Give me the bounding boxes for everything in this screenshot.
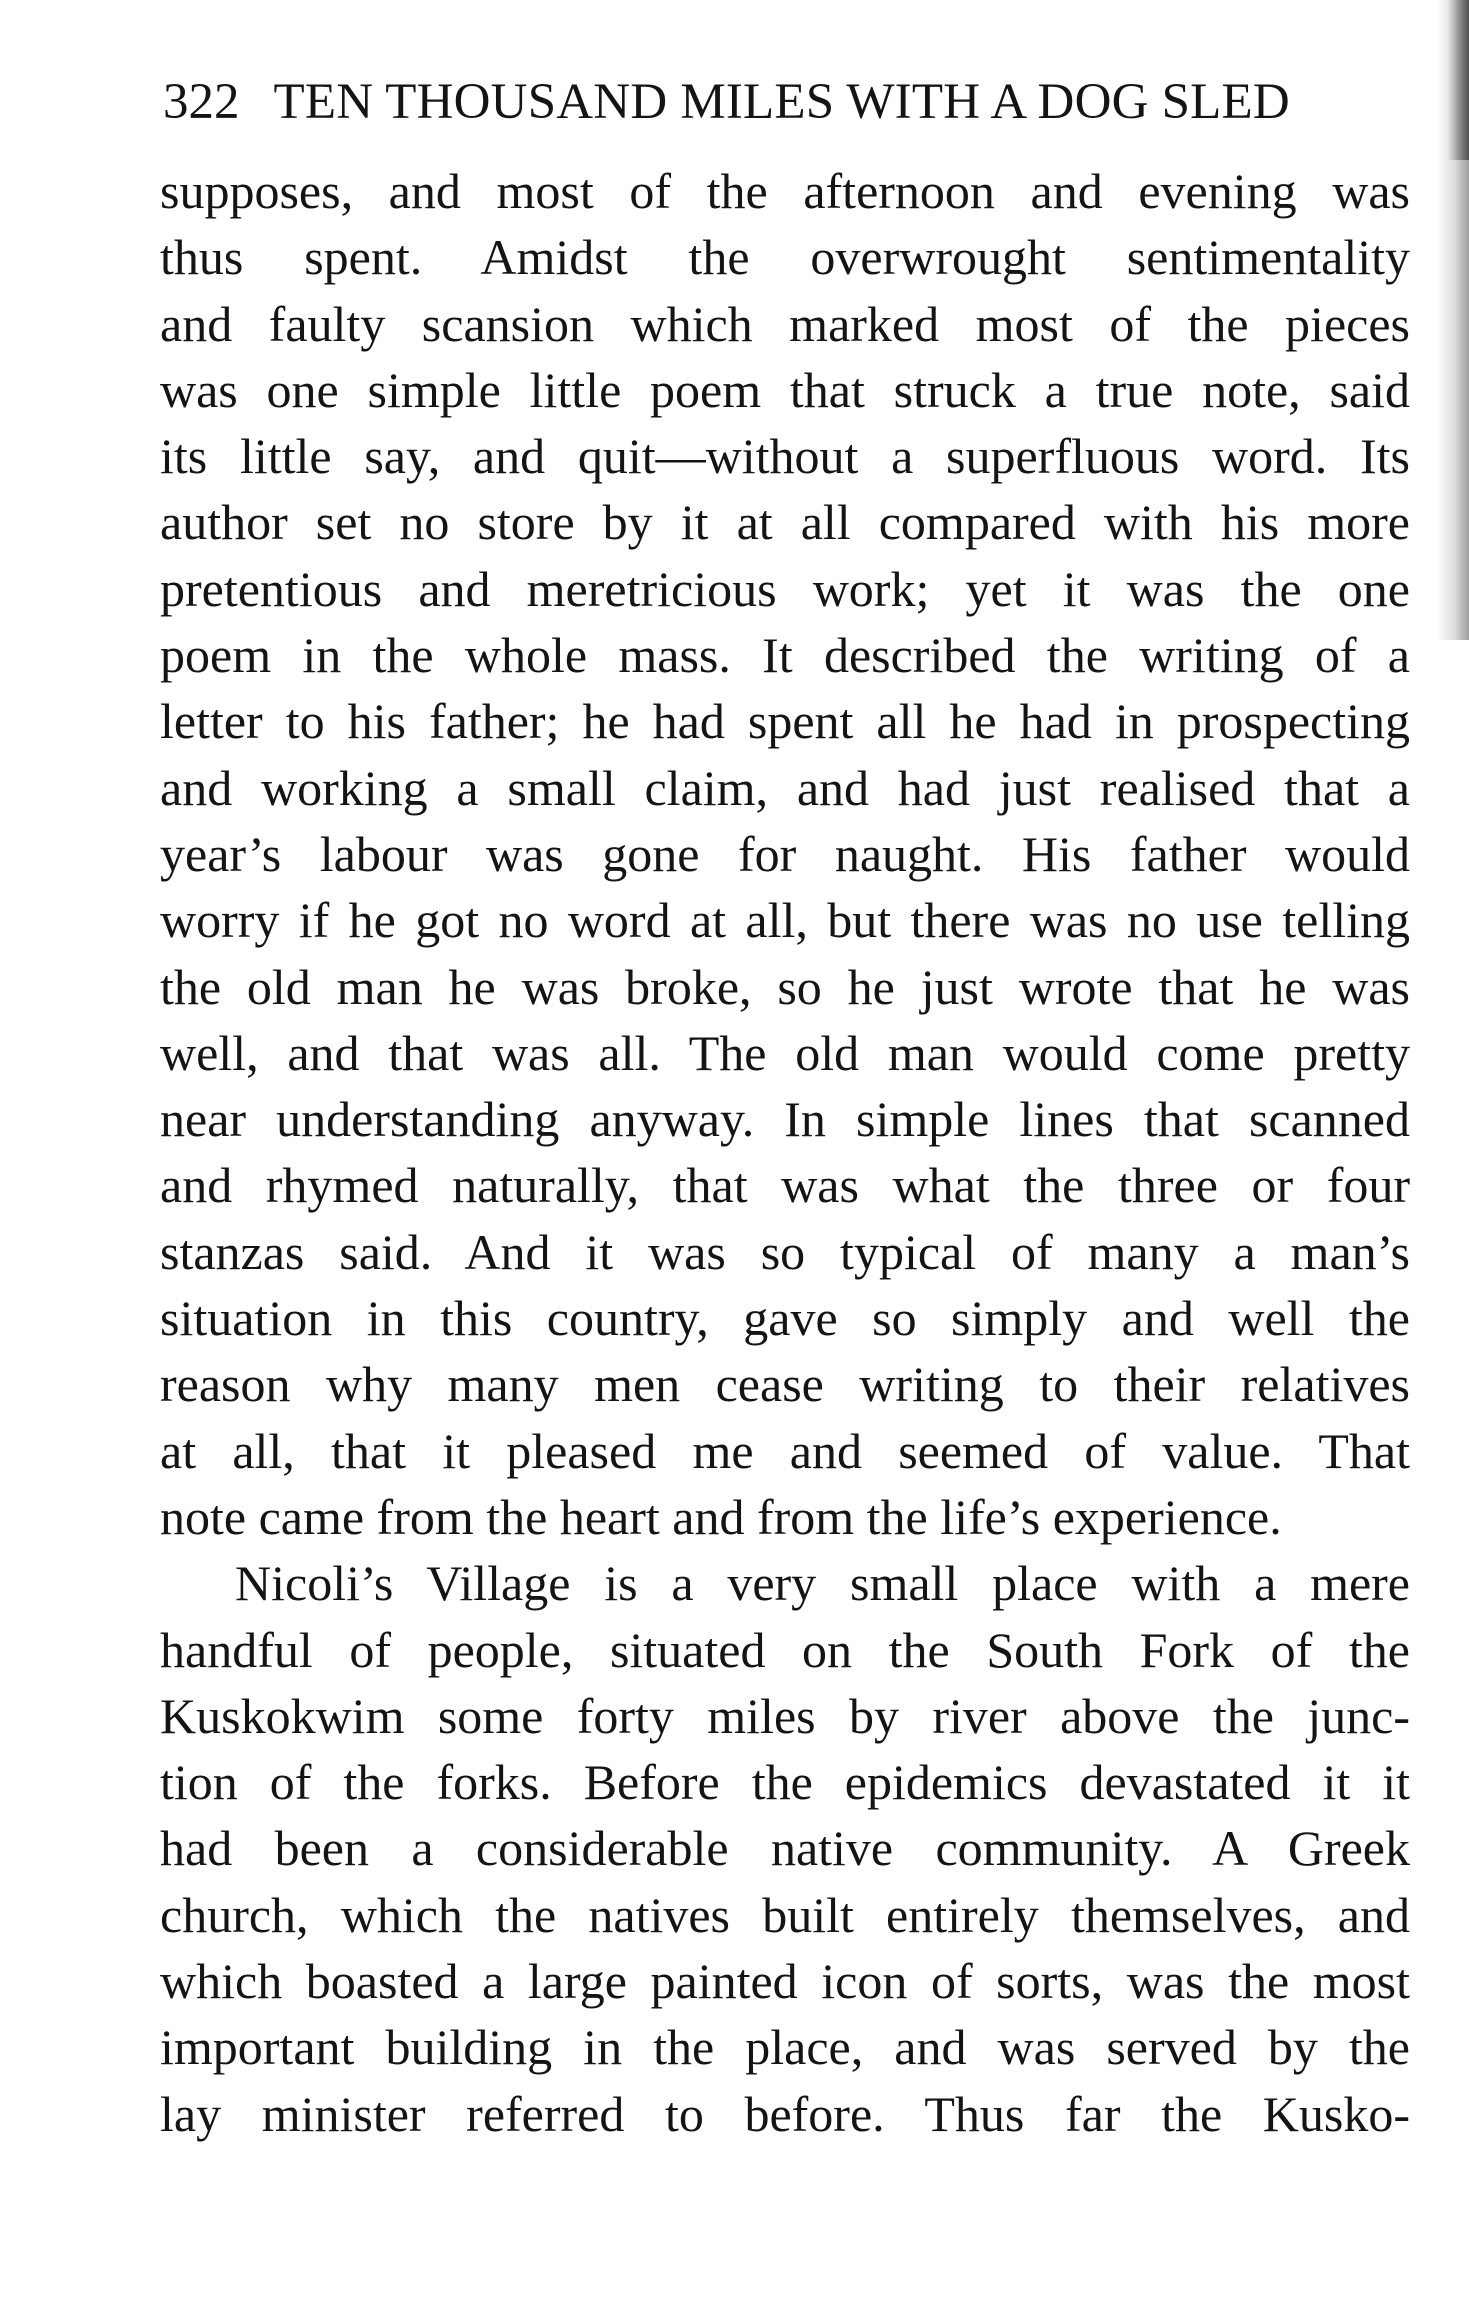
paragraph <box>160 1550 1410 2147</box>
text-line: near understanding anyway. In simple lines that scanned <box>160 1091 1410 1148</box>
text-line: thus spent. Amidst the overwrought sentimentality <box>160 229 1410 286</box>
scan-edge-shadow-top <box>1447 0 1469 160</box>
text-line: situation in this country, gave so simply and well the <box>160 1290 1410 1347</box>
text-line: its little say, and quit—without a superfluous word. Its <box>160 428 1410 485</box>
text-line: and rhymed naturally, that was what the three or four <box>160 1157 1410 1214</box>
text-line: had been a considerable native community. A Greek <box>160 1820 1410 1877</box>
text-line: supposes, and most of the afternoon and evening was <box>160 163 1410 219</box>
text-line: lay minister referred to before. Thus far the Kusko- <box>160 2085 1410 2142</box>
text-line: which boasted a large painted icon of sorts, was the most <box>160 1953 1410 2010</box>
text-line: handful of people, situated on the South Fork of the <box>160 1621 1410 1678</box>
running-header <box>163 62 1408 142</box>
text-line: at all, that it pleased me and seemed of value. That <box>160 1422 1410 1479</box>
body-text <box>160 158 1410 2147</box>
text-line: reason why many men cease writing to their relatives <box>160 1356 1410 1413</box>
text-line: letter to his father; he had spent all he had in prospecting <box>160 693 1410 750</box>
text-line: stanzas said. And it was so typical of many a man’s <box>160 1223 1410 1280</box>
text-line: year’s labour was gone for naught. His father would <box>160 825 1410 882</box>
text-line: tion of the forks. Before the epidemics devastated it it <box>160 1754 1410 1811</box>
text-line: Nicoli’s Village is a very small place with a mere <box>235 1555 1410 1612</box>
text-line: important building in the place, and was served by the <box>160 2019 1410 2076</box>
page-number: 322 <box>163 74 240 130</box>
text-line: note came from the heart and from the life’s experience. <box>160 1488 1282 1545</box>
text-line: Kuskokwim some forty miles by river above the junc- <box>160 1687 1410 1744</box>
text-line: poem in the whole mass. It described the writing of a <box>160 627 1410 684</box>
text-line: and faulty scansion which marked most of the pieces <box>160 295 1410 352</box>
text-line: church, which the natives built entirely themselves, and <box>160 1886 1410 1943</box>
text-line: and working a small claim, and had just realised that a <box>160 759 1410 816</box>
paragraph <box>160 158 1410 1550</box>
text-line: author set no store by it at all compared with his more <box>160 494 1410 551</box>
text-line: pretentious and meretricious work; yet it was the one <box>160 560 1410 617</box>
text-line: well, and that was all. The old man would come pretty <box>160 1024 1410 1081</box>
text-line: the old man he was broke, so he just wrote that he was <box>160 958 1410 1015</box>
text-line: worry if he got no word at all, but there was no use telling <box>160 892 1410 949</box>
running-title: TEN THOUSAND MILES WITH A DOG SLED <box>273 74 1290 130</box>
text-line: was one simple little poem that struck a true note, said <box>160 361 1410 418</box>
